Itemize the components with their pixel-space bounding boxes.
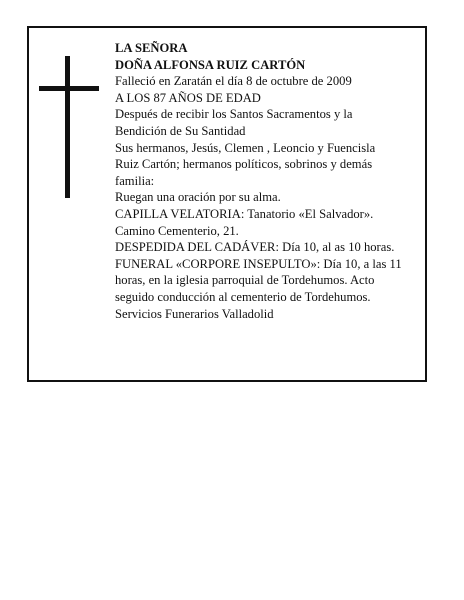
- funeral-services-line: Servicios Funerarios Valladolid: [115, 306, 274, 321]
- burial-line: seguido conducción al cementerio de Tordehumos.: [115, 289, 371, 304]
- funeral-line: horas, en la iglesia parroquial de Tordehumos. Acto: [115, 273, 375, 288]
- death-date-line: Falleció en Zaratán el día 8 de octubre de 2009: [115, 74, 352, 89]
- cross-icon: [39, 56, 99, 198]
- obituary-text: [115, 40, 429, 322]
- cross-horizontal-bar: [39, 86, 99, 91]
- cross-vertical-bar: [65, 56, 70, 198]
- address-line: Camino Cementerio, 21.: [115, 223, 239, 238]
- family-line: Sus hermanos, Jesús, Clemen , Leoncio y Fuencisla: [115, 140, 376, 155]
- sacraments-line: Después de recibir los Santos Sacramentos y la: [115, 107, 353, 122]
- family-line: familia:: [115, 173, 155, 188]
- blessing-line: Bendición de Su Santidad: [115, 123, 246, 138]
- obituary-title: LA SEÑORA: [115, 41, 188, 55]
- obituary-notice: [27, 26, 427, 382]
- chapel-line: CAPILLA VELATORIA: Tanatorio «El Salvador».: [115, 206, 374, 221]
- family-line: Ruiz Cartón; hermanos políticos, sobrinos y demás: [115, 157, 373, 172]
- prayer-line: Ruegan una oración por su alma.: [115, 190, 281, 205]
- deceased-name: DOÑA ALFONSA RUIZ CARTÓN: [115, 57, 306, 72]
- funeral-line: FUNERAL «CORPORE INSEPULTO»: Día 10, a las 11: [115, 256, 402, 271]
- farewell-line: DESPEDIDA DEL CADÁVER: Día 10, al as 10 horas.: [115, 240, 395, 255]
- age-line: A LOS 87 AÑOS DE EDAD: [115, 90, 261, 105]
